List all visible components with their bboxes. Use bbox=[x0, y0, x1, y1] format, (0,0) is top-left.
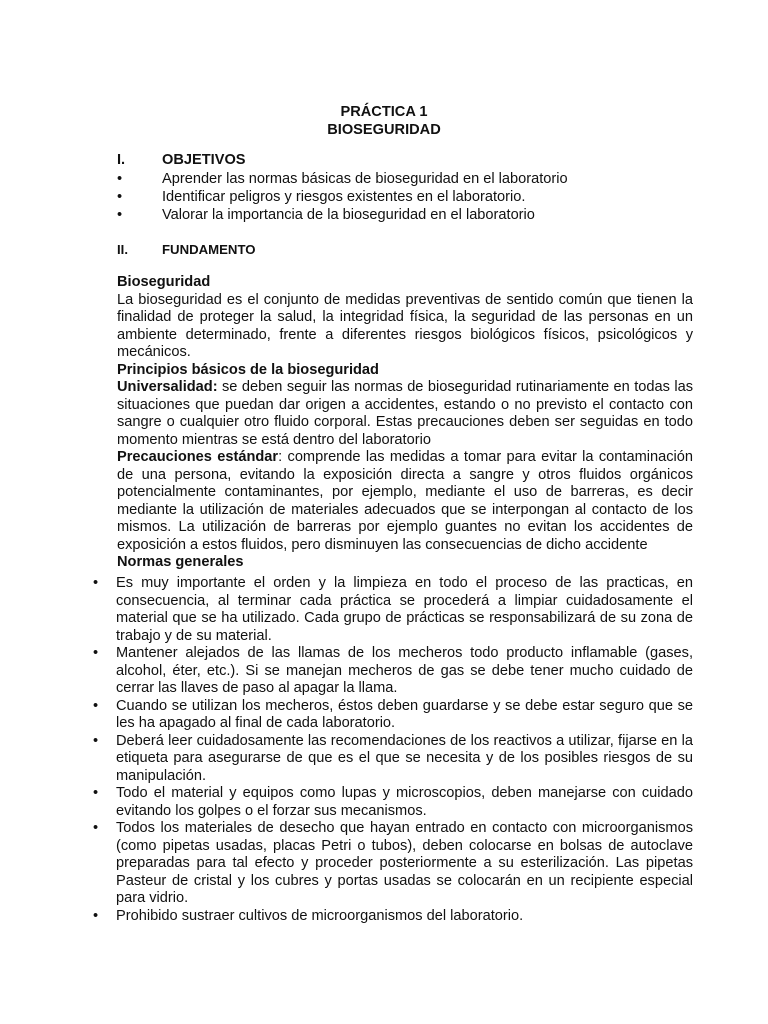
norm-text: Mantener alejados de las llamas de los mecheros todo producto inflamable (gases, alcohol, éter, etc.). Si se manejan mecheros de gas se debe tener mucho cuidado de cerrar las llaves de paso al apagar la llama. bbox=[116, 645, 693, 696]
norm-text: Prohibido sustraer cultivos de microorganismos del laboratorio. bbox=[116, 907, 524, 924]
section-number: I. bbox=[117, 152, 126, 168]
document-title bbox=[0, 103, 768, 139]
universalidad-text: se deben seguir las normas de bioseguridad rutinariamente en todas las situaciones que puedan dar origen a accidentes, estando o no previsto el contacto con sangre o cualquier otro fluido corporal. Estas precauciones deben ser seguidas en todo momento mientras se está dentro del laboratorio bbox=[117, 379, 693, 448]
norm-text: Todo el material y equipos como lupas y microscopios, deben manejarse con cuidado evitando los golpes o el forzar sus mecanismos. bbox=[116, 785, 693, 819]
bullet-icon: • bbox=[93, 820, 99, 836]
list-item bbox=[93, 575, 693, 645]
section-number: II. bbox=[117, 242, 128, 257]
bullet-icon: • bbox=[93, 907, 99, 924]
normas-list bbox=[93, 575, 693, 925]
list-item bbox=[117, 170, 568, 188]
bullet-icon: • bbox=[93, 697, 99, 714]
normas-heading: Normas generales bbox=[117, 554, 244, 570]
section-objetivos-heading bbox=[117, 152, 246, 170]
principios-heading: Principios básicos de la bioseguridad bbox=[117, 361, 379, 378]
bioseguridad-heading: Bioseguridad bbox=[117, 274, 211, 290]
norm-text: Todos los materiales de desecho que hayan entrado en contacto con microorganismos (como pipetas usadas, placas Petri o tubos), deben colocarse en bolsas de autoclave preparadas para tal efecto y proceder posteriormente a su esterilización. Las pipetas Pasteur de cristal y los cubres y portas usadas se colocarán en un recipiente especial para vidrio. bbox=[116, 820, 693, 906]
section-title: FUNDAMENTO bbox=[162, 242, 256, 257]
list-item bbox=[93, 645, 693, 698]
bullet-icon: • bbox=[93, 645, 99, 661]
objective-text: Identificar peligros y riesgos existentes en el laboratorio. bbox=[162, 189, 526, 205]
list-item bbox=[93, 785, 693, 820]
section-fundamento-heading bbox=[117, 241, 256, 259]
precauciones-label: Precauciones estándar bbox=[117, 449, 279, 465]
bullet-icon: • bbox=[93, 575, 99, 591]
universalidad-paragraph bbox=[117, 379, 693, 449]
bullet-icon: • bbox=[117, 171, 123, 187]
practice-number: PRÁCTICA 1 bbox=[340, 104, 428, 120]
precauciones-paragraph bbox=[117, 449, 693, 554]
fundamento-body bbox=[117, 274, 693, 572]
universalidad-label: Universalidad: bbox=[117, 379, 218, 395]
list-item bbox=[93, 908, 693, 926]
list-item bbox=[93, 733, 693, 786]
objective-text: Aprender las normas básicas de bioseguridad en el laboratorio bbox=[162, 171, 568, 187]
bullet-icon: • bbox=[117, 207, 123, 223]
objective-text: Valorar la importancia de la bioseguridad en el laboratorio bbox=[162, 207, 535, 223]
bullet-icon: • bbox=[93, 785, 99, 801]
bullet-icon: • bbox=[117, 189, 123, 205]
norm-text: Es muy importante el orden y la limpieza en todo el proceso de las practicas, en consecuencia, al terminar cada práctica se procederá a limpiar cuidadosamente el material que se ha utilizado. Cada grupo de prácticas se responsabilizará de su zona de trabajo y de su material. bbox=[116, 575, 693, 644]
norm-text: Deberá leer cuidadosamente las recomendaciones de los reactivos a utilizar, fijarse en la etiqueta para asegurarse de que es el que se necesita y de los posibles riesgos de su manipulación. bbox=[116, 732, 693, 784]
list-item bbox=[93, 698, 693, 733]
norm-text: Cuando se utilizan los mecheros, éstos deben guardarse y se debe estar seguro que se les ha apagado al final de cada laboratorio. bbox=[116, 697, 693, 731]
objectives-list bbox=[117, 170, 568, 224]
list-item bbox=[117, 206, 568, 224]
list-item bbox=[117, 188, 568, 206]
bullet-icon: • bbox=[93, 732, 99, 749]
bioseguridad-paragraph: La bioseguridad es el conjunto de medidas preventivas de sentido común que tienen la finalidad de proteger la salud, la integridad física, la seguridad de las personas en un ambiente determinado, frente a diferentes riesgos biológicos físicos, psicológicos y mecánicos. bbox=[117, 291, 693, 360]
list-item bbox=[93, 820, 693, 908]
practice-topic: BIOSEGURIDAD bbox=[327, 122, 441, 138]
section-title: OBJETIVOS bbox=[162, 152, 246, 168]
precauciones-text: : comprende las medidas a tomar para evitar la contaminación de una persona, evitando la exposición directa a sangre y otros fluidos orgánicos potencialmente contaminantes, por ejemplo, mediante el uso de barreras, es decir mediante la utilización de materiales adecuados que se interpongan al contacto de los mismos. La utilización de barreras por ejemplo guantes no evitan los accidentes de exposición a estos fluidos, pero disminuyen las consecuencias de dicho accidente bbox=[117, 449, 693, 553]
